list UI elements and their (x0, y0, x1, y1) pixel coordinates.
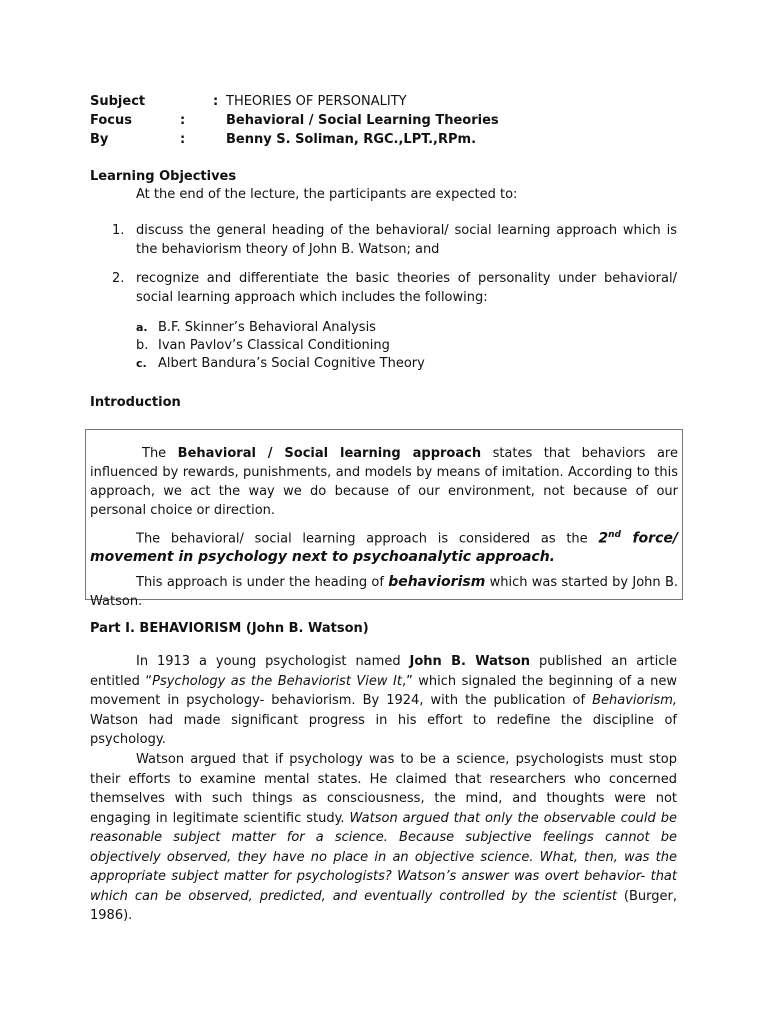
sublist-item (136, 337, 677, 355)
objective-number: 2. (112, 271, 125, 286)
citation: (Burger, 1986). (90, 888, 677, 923)
objective-item (90, 269, 677, 373)
sublist-text: Ivan Pavlov’s Classical Conditioning (158, 338, 390, 353)
sublist-item (136, 355, 677, 373)
intro-text: This approach is under the heading of (136, 575, 389, 591)
book-title: Behaviorism, (592, 693, 677, 708)
sublist-text: Albert Bandura’s Social Cognitive Theory (158, 356, 425, 371)
intro-text: The (142, 446, 178, 461)
objective-item (90, 221, 677, 259)
by-colon: : (180, 132, 186, 147)
italic-quote: Watson argued that only the observable could be reasonable subject matter for a science. Because subjective feelings cannot be objectively observed, they have no place in an objective science. What, then, was the appropriate subject matter for psychologists? Watson’s answer was overt behavior- that which can be observed, predicted, and eventually controlled by the scientist (90, 810, 677, 904)
subject-colon: : (213, 94, 219, 109)
subject-value: THEORIES OF PERSONALITY (226, 94, 407, 109)
introduction-content (90, 444, 678, 617)
intro-bold-italic: force/ movement in psychology next to psychoanalytic approach. (90, 530, 678, 566)
intro-bold-term: behaviorism (388, 574, 486, 591)
focus-label: Focus (90, 113, 132, 128)
introduction-paragraph (90, 444, 678, 520)
sublist-letter: b. (136, 338, 149, 353)
objective-number: 1. (112, 223, 125, 238)
part1-heading: Part I. BEHAVIORISM (John B. Watson) (90, 621, 369, 636)
objective-text: discuss the general heading of the behavioral/ social learning approach which is the behaviorism theory of John B. Watson; and (136, 223, 677, 257)
introduction-paragraph (90, 573, 678, 611)
intro-ordinal: 2 (598, 530, 609, 547)
subject-label: Subject (90, 94, 146, 109)
body-text: Watson argued that if psychology was to be a science, psychologists must stop their efforts to examine mental states. He claimed that researchers who concerned themselves with such things as consciousness, the mind, and thoughts were not engaging in legitimate scientific study. (90, 752, 677, 826)
intro-bold-term: Behavioral / Social learning approach (177, 446, 482, 461)
introduction-paragraph (90, 526, 678, 567)
body-text: ,” which signaled the beginning of a new movement in psychology- behaviorism. By 1924, with the publication of (90, 673, 678, 708)
introduction-heading: Introduction (90, 395, 181, 410)
sublist-letter: c. (136, 357, 147, 370)
objectives-list (90, 221, 677, 383)
theories-sublist (136, 319, 677, 373)
body-bold-name: John B. Watson (409, 654, 531, 669)
objectives-heading: Learning Objectives (90, 169, 237, 184)
by-label: By (90, 132, 109, 147)
objective-text: recognize and differentiate the basic theories of personality under behavioral/ social learning approach which includes the following: (136, 271, 677, 305)
introduction-box (85, 429, 683, 610)
body-text: In 1913 a young psychologist named (136, 654, 410, 669)
sublist-letter: a. (136, 321, 148, 334)
objectives-intro: At the end of the lecture, the participants are expected to: (136, 187, 518, 202)
sublist-item (136, 319, 677, 337)
focus-value: Behavioral / Social Learning Theories (226, 113, 499, 128)
sublist-text: B.F. Skinner’s Behavioral Analysis (158, 320, 376, 335)
part1-paragraph-2 (90, 750, 677, 926)
body-text: published an article entitled “ (90, 654, 678, 689)
part1-paragraph-1 (90, 652, 677, 750)
by-value: Benny S. Soliman, RGC.,LPT.,RPm. (226, 132, 477, 147)
intro-ordinal-suffix: nd (608, 530, 621, 540)
article-title: Psychology as the Behaviorist View It (152, 673, 402, 689)
focus-colon: : (180, 113, 186, 128)
body-text: Watson had made significant progress in his effort to redefine the discipline of psychology. (90, 712, 677, 747)
intro-text: which was started by John B. Watson. (90, 575, 678, 610)
intro-text: states that behaviors are influenced by rewards, punishments, and models by means of imitation. According to this approach, we act the way we do because of our environment, not because of our personal choice or direction. (90, 446, 678, 518)
intro-text: The behavioral/ social learning approach is considered as the (136, 531, 599, 547)
header-block (0, 92, 768, 152)
